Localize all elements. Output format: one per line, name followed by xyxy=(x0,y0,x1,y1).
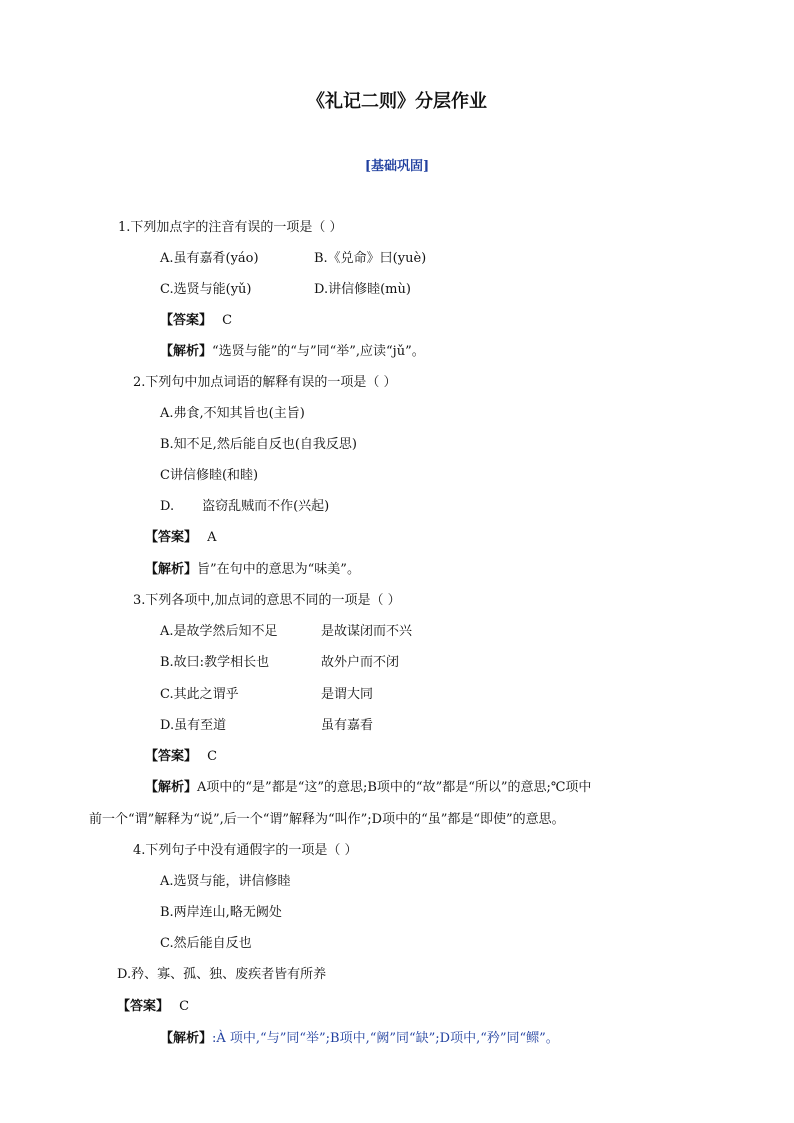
question-3-option-b-left: B.故曰:教学相长也 xyxy=(160,655,270,670)
question-2-option-c: C讲信修睦(和睦) xyxy=(160,468,259,483)
question-3-analysis-line-1 xyxy=(145,779,591,797)
question-1-option-a: A.虽有嘉肴(yáo) xyxy=(160,251,259,266)
analysis-tag: 【解析】 xyxy=(160,344,213,359)
question-3-option-a-right: 是故谋闭而不兴 xyxy=(321,624,413,639)
option-d-text: 盗窃乱贼而不作(兴起) xyxy=(202,499,330,514)
analysis-tag: 【解析】 xyxy=(145,562,198,577)
answer-tag: 【答案】 xyxy=(160,313,213,328)
question-3-option-d-right: 虽有嘉看 xyxy=(321,718,374,733)
question-2-option-a: A.弗食,不知其旨也(主旨) xyxy=(160,406,305,421)
option-d-label: D. xyxy=(160,499,175,514)
question-4-option-c: C.然后能自反也 xyxy=(160,936,252,951)
question-2-answer xyxy=(145,529,217,547)
question-3-analysis-line-2: 前一个“谓”解释为“说”,后一个“谓”解释为“叫作”;D项中的“虽”都是“即使”的意思。 xyxy=(89,812,565,827)
analysis-text: :À 项中,“与”同“举”;B项中,“阙”同“缺”;D项中,“矜”同“鳏”。 xyxy=(212,1031,559,1046)
question-1-option-b: B.《兑命》曰(yuè) xyxy=(314,251,427,266)
answer-value: C xyxy=(222,313,233,328)
question-4-answer xyxy=(117,998,189,1016)
answer-value: A xyxy=(207,530,217,545)
question-1-option-d: D.讲信修睦(mù) xyxy=(314,282,411,297)
question-2-analysis xyxy=(145,561,360,579)
question-4-option-b: B.两岸连山,略无阙处 xyxy=(160,905,282,920)
question-3-option-c-left: C.其此之谓乎 xyxy=(160,687,239,702)
question-2-option-d xyxy=(160,498,329,516)
question-3-option-a-left: A.是故学然后知不足 xyxy=(160,624,278,639)
question-3-option-d-left: D.虽有至道 xyxy=(160,718,227,733)
question-3-answer xyxy=(145,748,217,766)
page-title: 《礼记二则》分层作业 xyxy=(307,91,487,112)
question-1-option-c: C.选贤与能(yǔ) xyxy=(160,282,252,297)
question-3-stem: 3.下列各项中,加点词的意思不同的一项是（ ） xyxy=(133,593,401,608)
question-3-option-b-right: 故外户而不闭 xyxy=(321,655,400,670)
answer-tag: 【答案】 xyxy=(145,530,198,545)
analysis-text: 旨”在句中的意思为“味美”。 xyxy=(197,562,360,577)
question-1-analysis xyxy=(160,343,425,361)
question-1-stem: 1.下列加点字的注音有误的一项是（ ） xyxy=(118,220,343,235)
question-4-stem: 4.下列句子中没有通假字的一项是（ ） xyxy=(133,843,358,858)
analysis-text: “选贤与能”的“与”同“举”,应读“jǔ”。 xyxy=(212,344,425,359)
question-4-option-a: A.选贤与能，讲信修睦 xyxy=(160,874,291,889)
answer-value: C xyxy=(179,999,190,1014)
question-2-stem: 2.下列句中加点词语的解释有误的一项是（ ） xyxy=(133,375,397,390)
analysis-tag: 【解析】 xyxy=(160,1031,213,1046)
section-heading: [基础巩固] xyxy=(364,159,430,174)
question-4-analysis xyxy=(160,1030,559,1048)
answer-tag: 【答案】 xyxy=(117,999,170,1014)
analysis-text: A项中的“是”都是“这”的意思;B项中的“故”都是“所以”的意思;℃项中 xyxy=(197,780,592,795)
answer-value: C xyxy=(207,749,218,764)
question-3-option-c-right: 是谓大同 xyxy=(321,687,374,702)
question-2-option-b: B.知不足,然后能自反也(自我反思) xyxy=(160,437,357,452)
analysis-tag: 【解析】 xyxy=(145,780,198,795)
question-1-answer xyxy=(160,312,232,330)
answer-tag: 【答案】 xyxy=(145,749,198,764)
question-4-option-d: D.矜、寡、孤、独、废疾者皆有所养 xyxy=(117,967,327,982)
